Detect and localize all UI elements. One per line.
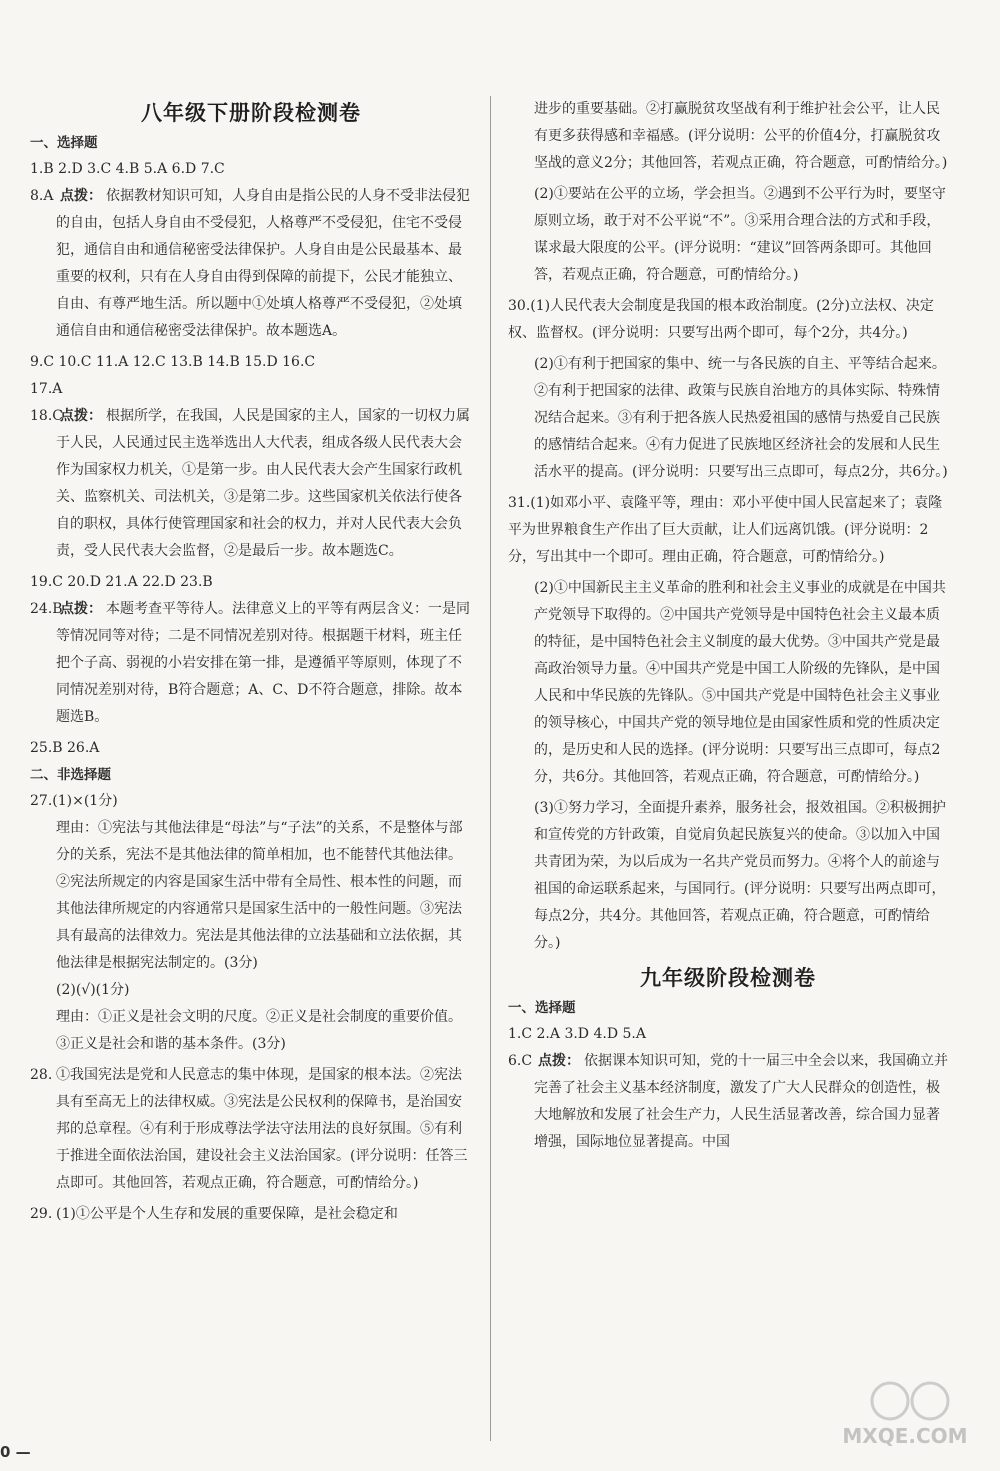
answer-row: 19.C 20.D 21.A 22.D 23.B xyxy=(30,574,213,590)
section-title: 八年级下册阶段检测卷 xyxy=(141,101,361,125)
sub-answer-head: (2)(√)(1分) xyxy=(56,982,130,998)
part-heading: 二、非选择题 xyxy=(30,767,111,783)
question-30-part-2: (2)①有利于把国家的集中、统一与各民族的自主、平等结合起来。②有利于把国家的法律、政策与民族自治地方的具体实际、特殊情况结合起来。③有利于把各族人民热爱祖国的感情与热爱自己民族的感情结合起来。④有力促进了民族地区经济社会的发展和人民生活水平的提高。(评分说明：只要写出三点即可，每点2分，共6分。) xyxy=(534,356,948,480)
question-29 xyxy=(30,1201,472,1228)
tip-label: 点拨： xyxy=(60,188,102,204)
answer-row: 9.C 10.C 11.A 12.C 13.B 14.B 15.D 16.C xyxy=(30,354,316,370)
section-title: 九年级阶段检测卷 xyxy=(640,966,816,990)
tip-label: 点拨： xyxy=(60,408,102,424)
answer-row: 17.A xyxy=(30,381,63,397)
question-28 xyxy=(30,1062,472,1197)
question-24 xyxy=(30,596,472,731)
explanation-text: 依据教材知识可知，人身自由是指公民的人身不受非法侵犯的自由，包括人身自由不受侵犯，人格尊严不受侵犯，住宅不受侵犯，通信自由和通信秘密受法律保护。人身自由是公民最基本、最重要的权利，只有在人身自由得到保障的前提下，公民才能独立、自由、有尊严地生活。所以题中①处填人格尊严不受侵犯，②处填通信自由和通信秘密受法律保护。故本题选A。 xyxy=(56,188,470,339)
question-18 xyxy=(30,403,472,565)
answer-row: 1.C 2.A 3.D 4.D 5.A xyxy=(508,1026,646,1042)
part-heading: 一、选择题 xyxy=(508,1000,576,1016)
answer-text: ①我国宪法是党和人民意志的集中体现，是国家的根本法。②宪法具有至高无上的法律权威。③宪法是公民权利的保障书，是治国安邦的总章程。④有利于形成尊法学法守法用法的良好氛围。⑤有利于推进全面依法治国，建设社会主义法治国家。(评分说明：任答三点即可。其他回答，若观点正确，符合题意，可酌情给分。) xyxy=(56,1067,468,1191)
explanation-text: 根据所学，在我国，人民是国家的主人，国家的一切权力属于人民，人民通过民主选举选出人大代表，组成各级人民代表大会作为国家权力机关，①是第一步。由人民代表大会产生国家行政机关、监察机关、司法机关，③是第二步。这些国家机关依法行使各自的职权，具体行使管理国家和社会的权力，并对人民代表大会负责，受人民代表大会监督，②是最后一步。故本题选C。 xyxy=(56,408,470,559)
question-number: 29. xyxy=(30,1206,53,1222)
explanation-text: 依据课本知识可知，党的十一届三中全会以来，我国确立并完善了社会主义基本经济制度，激发了广大人民群众的创造性，极大地解放和发展了社会生产力，人民生活显著改善，综合国力显著增强，国际地位显著提高。中国 xyxy=(534,1053,948,1150)
sub-answer-head: 27.(1)×(1分) xyxy=(30,793,118,809)
watermark-logo xyxy=(830,1373,980,1453)
page-number: 0 — xyxy=(0,1443,31,1461)
explanation-text: 本题考查平等待人。法律意义上的平等有两层含义：一是同等情况同等对待；二是不同情况差别对待。根据题干材料，班主任把个子高、弱视的小岩安排在第一排，是遵循平等原则，体现了不同情况差别对待，B符合题意；A、C、D不符合题意，排除。故本题选B。 xyxy=(56,601,470,725)
answer-row: 1.B 2.D 3.C 4.B 5.A 6.D 7.C xyxy=(30,161,225,177)
question-number: 6.C xyxy=(508,1053,533,1069)
question-6 xyxy=(508,1048,948,1156)
question-number: 24.B xyxy=(30,601,63,617)
question-30-part-1: 30.(1)人民代表大会制度是我国的根本政治制度。(2分)立法权、决定权、监督权。(评分说明：只要写出两个即可，每个2分，共4分。) xyxy=(508,298,934,341)
question-8 xyxy=(30,183,472,345)
question-number: 28. xyxy=(30,1067,53,1083)
answer-text: (1)①公平是个人生存和发展的重要保障，是社会稳定和 xyxy=(56,1206,398,1222)
question-29-continued: 进步的重要基础。②打赢脱贫攻坚战有利于维护社会公平，让人民有更多获得感和幸福感。(评分说明：公平的价值4分，打赢脱贫攻坚战的意义2分；其他回答，若观点正确，符合题意，可酌情给分。) xyxy=(534,101,948,171)
part-heading: 一、选择题 xyxy=(30,135,98,151)
tip-label: 点拨： xyxy=(60,601,102,617)
column-divider xyxy=(490,96,491,1441)
question-number: 18.C xyxy=(30,408,63,424)
reason-text: 理由：①正义是社会文明的尺度。②正义是社会制度的重要价值。③正义是社会和谐的基本条件。(3分) xyxy=(56,1009,462,1052)
reason-text: 理由：①宪法与其他法律是“母法”与“子法”的关系，不是整体与部分的关系，宪法不是其他法律的简单相加，也不能替代其他法律。②宪法所规定的内容是国家生活中带有全局性、根本性的问题，而其他法律所规定的内容通常只是国家生活中的一般性问题。③宪法具有最高的法律效力。宪法是其他法律的立法基础和立法依据，其他法律是根据宪法制定的。(3分) xyxy=(56,820,463,971)
question-31-part-1: 31.(1)如邓小平、袁隆平等，理由：邓小平使中国人民富起来了；袁隆平为世界粮食生产作出了巨大贡献，让人们远离饥饿。(评分说明：2分，写出其中一个即可。理由正确，符合题意，可酌情给分。) xyxy=(508,495,943,565)
question-29-part-2: (2)①要站在公平的立场，学会担当。②遇到不公平行为时，要坚守原则立场，敢于对不公平说“不”。③采用合理合法的方式和手段，谋求最大限度的公平。(评分说明：“建议”回答两条即可。其他回答，若观点正确，符合题意，可酌情给分。) xyxy=(534,186,946,283)
question-number: 8.A xyxy=(30,188,54,204)
question-31-part-2: (2)①中国新民主主义革命的胜利和社会主义事业的成就是在中国共产党领导下取得的。②中国共产党领导是中国特色社会主义最本质的特征，是中国特色社会主义制度的最大优势。③中国共产党是最高政治领导力量。④中国共产党是中国工人阶级的先锋队，是中国人民和中华民族的先锋队。⑤中国共产党是中国特色社会主义事业的领导核心，中国共产党的领导地位是由国家性质和党的性质决定的，是历史和人民的选择。(评分说明：只要写出三点即可，每点2分，共6分。其他回答，若观点正确，符合题意，可酌情给分。) xyxy=(534,580,946,785)
watermark-text: MXQE.COM xyxy=(842,1424,968,1448)
right-column xyxy=(508,96,948,1160)
left-column xyxy=(30,96,472,1232)
answer-row: 25.B 26.A xyxy=(30,740,100,756)
tip-label: 点拨： xyxy=(538,1053,580,1069)
question-31-part-3: (3)①努力学习，全面提升素养，服务社会，报效祖国。②积极拥护和宣传党的方针政策，自觉肩负起民族复兴的使命。③以加入中国共青团为荣，为以后成为一名共产党员而努力。④将个人的前途与祖国的命运联系起来，与国同行。(评分说明：只要写出两点即可，每点2分，共4分。其他回答，若观点正确，符合题意，可酌情给分。) xyxy=(534,800,946,951)
question-27 xyxy=(30,788,472,1058)
